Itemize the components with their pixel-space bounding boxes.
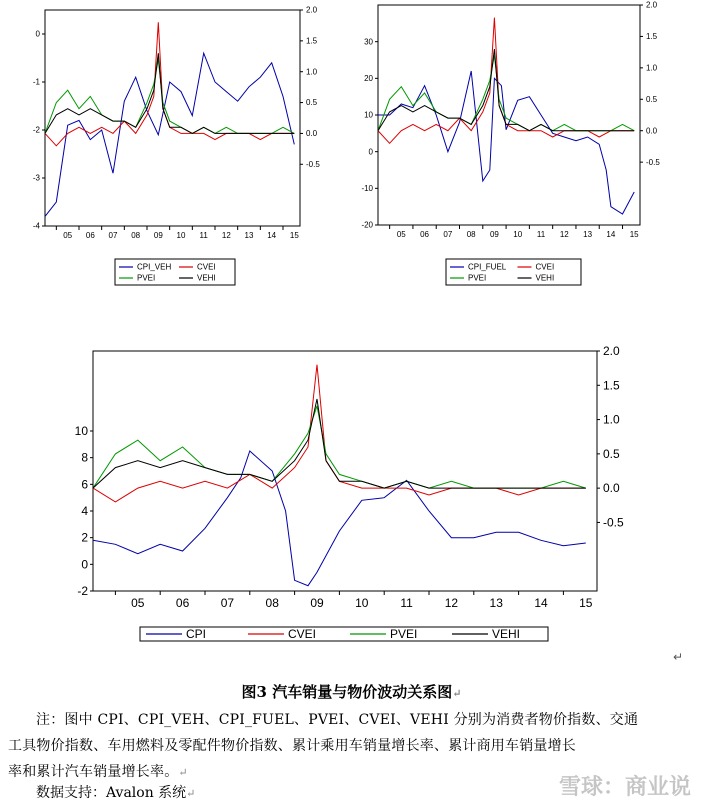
- y-tick-label-right: 2.0: [306, 5, 318, 15]
- y-tick-label-right: 0.0: [646, 126, 658, 136]
- x-tick-label: 14: [534, 596, 548, 610]
- x-tick-label: 10: [355, 596, 369, 610]
- y-tick-label-right: 0.5: [306, 98, 318, 108]
- legend-label: PVEI: [468, 273, 487, 283]
- note-line-2: 工具物价指数、车用燃料及零配件物价指数、累计乘用车销量增长率、累计商用车销量增长: [8, 738, 576, 754]
- legend-label: CPI_FUEL: [468, 262, 507, 272]
- y-tick-label-left: 0: [81, 557, 88, 572]
- x-tick-label: 14: [606, 230, 616, 239]
- y-tick-label-right: 1.0: [646, 63, 658, 73]
- x-tick-label: 07: [220, 596, 235, 610]
- y-tick-label-right: 0.5: [603, 446, 620, 461]
- plot-frame: [378, 5, 640, 225]
- x-tick-label: 11: [199, 231, 208, 240]
- y-tick-label-right: 1.5: [646, 32, 658, 42]
- y-tick-label-right: 0.5: [646, 94, 658, 104]
- y-tick-label-left: -2: [77, 584, 88, 598]
- x-tick-label: 05: [396, 230, 406, 239]
- return-mark: ↵: [452, 687, 462, 700]
- y-tick-label-right: -0.5: [306, 159, 320, 169]
- y-tick-label-right: 0.0: [306, 129, 318, 139]
- return-mark: ↵: [186, 787, 196, 800]
- x-tick-label: 08: [131, 231, 141, 240]
- x-tick-label: 10: [513, 230, 523, 239]
- y-tick-label-right: 2.0: [646, 0, 658, 10]
- note-line-3-text: 率和累计汽车销量增长率。: [8, 764, 179, 780]
- y-tick-label-left: 4: [81, 504, 88, 518]
- note-line-1: 注：图中 CPI、CPI_VEH、CPI_FUEL、PVEI、CVEI、VEHI 分别为消费者物价指数、交通: [36, 712, 639, 728]
- data-source: [36, 782, 195, 802]
- y-tick-label-left: -3: [32, 173, 40, 183]
- legend-label: CPI: [186, 627, 207, 641]
- legend-label: PVEI: [390, 627, 418, 641]
- x-tick-label: 06: [175, 596, 190, 610]
- plot-frame: [93, 351, 597, 591]
- y-tick-label-right: 0.0: [603, 481, 620, 496]
- x-tick-label: 06: [85, 231, 95, 240]
- legend-label: CVEI: [197, 262, 216, 272]
- chart-panel-cpi-fuel: [361, 1, 660, 285]
- y-tick-label-left: 6: [81, 477, 88, 492]
- x-tick-label: 09: [310, 596, 324, 610]
- x-tick-label: 07: [443, 230, 453, 239]
- x-tick-label: 05: [131, 596, 145, 610]
- y-tick-label-left: -10: [361, 184, 373, 193]
- y-tick-label-right: -0.5: [646, 157, 660, 167]
- return-mark: ↵: [178, 766, 188, 779]
- source-text: 数据支持：Avalon 系统: [36, 785, 187, 801]
- watermark: 雪球：商业说: [558, 775, 691, 800]
- x-tick-label: 13: [583, 230, 593, 239]
- y-tick-label-right: 1.5: [603, 378, 620, 393]
- x-tick-label: 10: [176, 231, 186, 240]
- y-tick-label-left: -2: [32, 125, 40, 135]
- paragraph-mark: ↵: [673, 650, 684, 664]
- legend-label: PVEI: [137, 273, 156, 283]
- legend-label: CVEI: [535, 262, 555, 272]
- x-tick-label: 15: [289, 231, 299, 240]
- legend-box: [115, 259, 235, 285]
- y-tick-label-left: 10: [74, 424, 88, 438]
- y-tick-label-left: 8: [81, 450, 88, 465]
- legend-label: VEHI: [535, 273, 555, 283]
- y-tick-label-left: 2: [81, 530, 88, 545]
- legend-box: [446, 259, 581, 285]
- chart-panel-cpi-veh: [33, 6, 320, 285]
- y-tick-label-left: 10: [364, 110, 373, 120]
- y-tick-label-left: 30: [364, 37, 373, 47]
- x-tick-label: 11: [536, 230, 546, 239]
- chart-panel-cpi: [75, 344, 624, 641]
- x-tick-label: 12: [559, 230, 569, 239]
- caption-text: 图3 汽车销量与物价波动关系图: [241, 683, 453, 701]
- plot-frame: [45, 10, 300, 226]
- y-tick-label-left: 20: [364, 74, 373, 83]
- x-tick-label: 09: [153, 231, 163, 240]
- x-tick-label: 08: [265, 596, 279, 610]
- legend-label: VEHI: [197, 273, 216, 283]
- x-tick-label: 13: [244, 231, 254, 240]
- x-tick-label: 06: [420, 230, 430, 239]
- y-tick-label-right: 2.0: [603, 344, 620, 358]
- y-tick-label-right: 1.0: [603, 412, 620, 427]
- legend-label: CPI_VEH: [137, 262, 172, 272]
- x-tick-label: 15: [629, 230, 639, 239]
- legend-label: CVEI: [288, 627, 317, 641]
- y-tick-label-right: 1.5: [306, 36, 318, 46]
- y-tick-label-left: -1: [32, 77, 40, 87]
- x-tick-label: 05: [63, 231, 73, 240]
- x-tick-label: 12: [221, 231, 231, 240]
- x-tick-label: 15: [579, 596, 593, 610]
- x-tick-label: 14: [267, 231, 277, 240]
- y-tick-label-left: 0: [35, 29, 40, 39]
- x-tick-label: 11: [400, 596, 413, 610]
- x-tick-label: 08: [466, 230, 476, 239]
- y-tick-label-left: -20: [361, 220, 373, 230]
- y-tick-label-left: -4: [32, 221, 40, 231]
- x-tick-label: 07: [108, 231, 118, 240]
- figure-caption: [0, 681, 703, 702]
- y-tick-label-right: 1.0: [306, 67, 318, 77]
- x-tick-label: 13: [489, 596, 503, 610]
- x-tick-label: 12: [444, 596, 459, 610]
- x-tick-label: 09: [489, 230, 499, 239]
- y-tick-label-right: -0.5: [603, 515, 624, 530]
- legend-label: VEHI: [492, 627, 521, 641]
- y-tick-label-left: 0: [368, 147, 373, 157]
